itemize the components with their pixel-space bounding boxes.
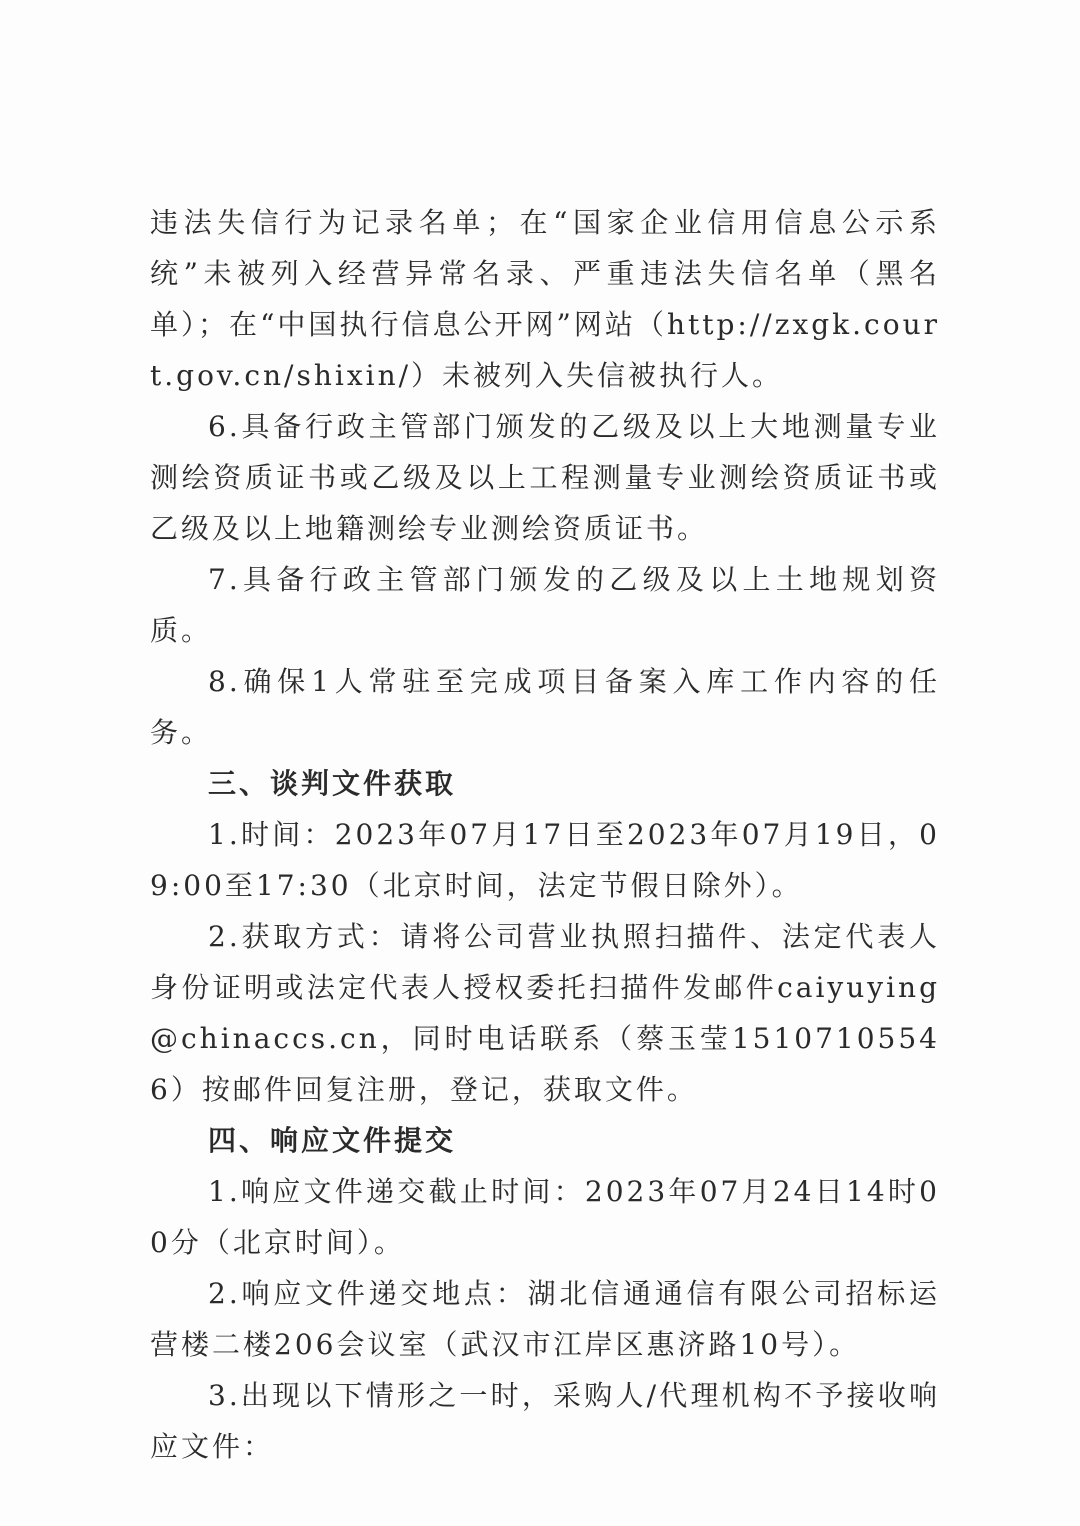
paragraph-blacklist-check: 违法失信行为记录名单；在“国家企业信用信息公示系统”未被列入经营异常名录、严重违法失信名单（黑名单）；在“中国执行信息公开网”网站（http://zxgk.court.gov.cn/shixin/）未被列入失信被执行人。 xyxy=(150,206,940,392)
paragraph-deadline: 1.响应文件递交截止时间：2023年07月24日14时00分（北京时间）。 xyxy=(150,1175,940,1259)
paragraph-item-6: 6.具备行政主管部门颁发的乙级及以上大地测量专业测绘资质证书或乙级及以上工程测量专业测绘资质证书或乙级及以上地籍测绘专业测绘资质证书。 xyxy=(150,410,940,545)
paragraph-time: 1.时间：2023年07月17日至2023年07月19日，09:00至17:30（北京时间，法定节假日除外）。 xyxy=(150,818,940,902)
paragraph-method: 2.获取方式：请将公司营业执照扫描件、法定代表人身份证明或法定代表人授权委托扫描件发邮件caiyuying@chinaccs.cn，同时电话联系（蔡玉莹15107105546）按邮件回复注册，登记，获取文件。 xyxy=(150,920,940,1106)
section-heading-4: 四、响应文件提交 xyxy=(208,1124,457,1157)
section-heading-3: 三、谈判文件获取 xyxy=(208,767,457,800)
paragraph-location: 2.响应文件递交地点：湖北信通通信有限公司招标运营楼二楼206会议室（武汉市江岸区惠济路10号）。 xyxy=(150,1277,940,1361)
document-body xyxy=(150,197,940,1472)
paragraph-rejection: 3.出现以下情形之一时，采购人/代理机构不予接收响应文件： xyxy=(150,1379,940,1463)
paragraph-item-8: 8.确保1人常驻至完成项目备案入库工作内容的任务。 xyxy=(150,665,940,749)
paragraph-item-7: 7.具备行政主管部门颁发的乙级及以上土地规划资质。 xyxy=(150,563,940,647)
